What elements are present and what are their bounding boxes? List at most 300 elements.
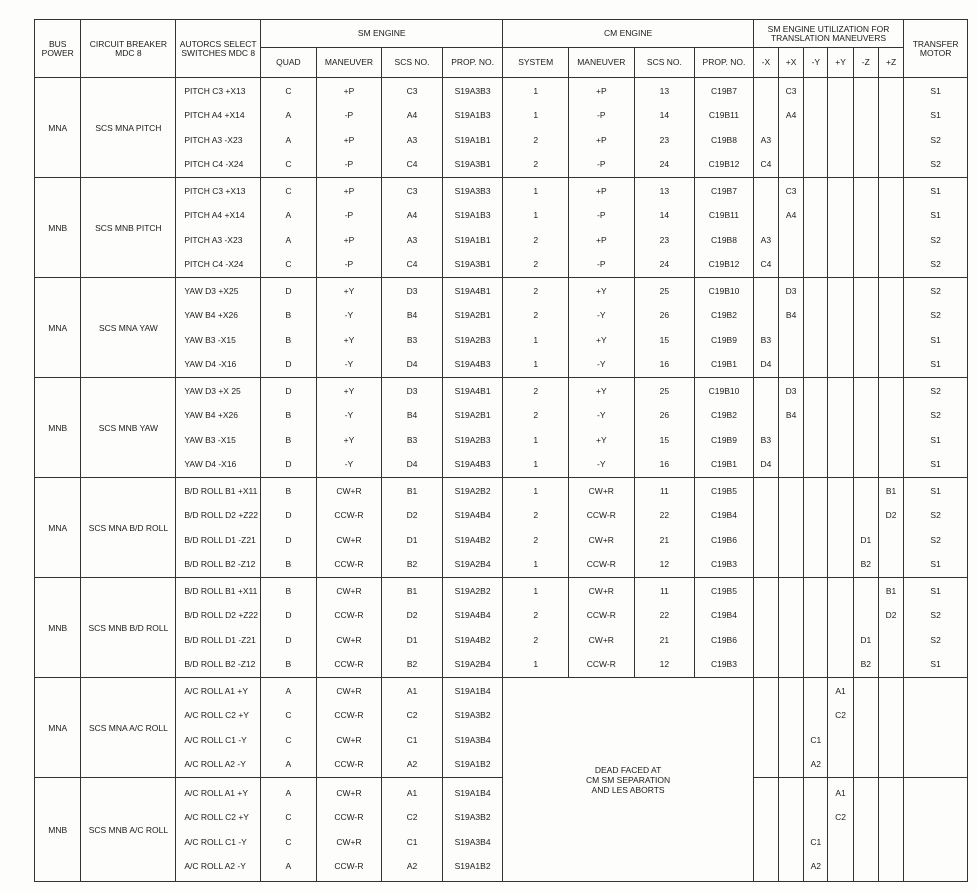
sm-scs-value: B3 xyxy=(406,334,418,345)
util-minus-x-value xyxy=(754,286,778,296)
util-plus-y-value xyxy=(828,186,852,196)
header-cm-engine: CM ENGINE xyxy=(503,20,753,48)
util-plus-y-value-cell xyxy=(828,778,853,882)
sm-quad-value: C xyxy=(285,812,292,823)
sm-prop-value: S19A2B4 xyxy=(454,659,491,670)
cm-prop-value: C19B9 xyxy=(710,334,737,345)
bus-power-cell: MNA xyxy=(35,78,81,178)
util-minus-x-value-cell xyxy=(753,178,778,278)
sm-quad-value: A xyxy=(285,787,292,798)
sm-maneuver-value: CW+R xyxy=(336,634,362,645)
header-sm-prop-no: PROP. NO. xyxy=(442,48,503,78)
util-minus-x-value xyxy=(754,812,778,822)
sm-scs-value: B1 xyxy=(406,485,418,496)
sm-prop-value: S19A2B1 xyxy=(454,310,491,321)
dead-faced-note xyxy=(503,678,753,882)
table-row xyxy=(35,678,968,778)
util-minus-x-value xyxy=(754,735,778,745)
cm-system-value: 2 xyxy=(533,534,539,545)
util-minus-x-value xyxy=(754,110,778,120)
header-util-plus-z: +Z xyxy=(878,48,903,78)
sm-scs-value-cell xyxy=(382,778,443,882)
util-plus-z-value xyxy=(879,812,903,822)
sm-quad-value: D xyxy=(285,385,292,396)
cm-scs-value: 24 xyxy=(659,159,670,170)
sm-maneuver-value-cell xyxy=(316,778,382,882)
sm-scs-value: B2 xyxy=(406,559,418,570)
sm-maneuver-value: CW+R xyxy=(336,734,362,745)
util-minus-z-value xyxy=(854,159,878,169)
cm-scs-value: 16 xyxy=(659,459,670,470)
util-plus-z-value xyxy=(879,686,903,696)
util-minus-y-value xyxy=(804,110,827,120)
util-plus-y-value-cell xyxy=(828,378,853,478)
select-switch-label-cell xyxy=(176,478,261,578)
bus-power-cell: MNB xyxy=(35,378,81,478)
cm-maneuver-value: +Y xyxy=(595,385,607,396)
sm-scs-value: C3 xyxy=(406,85,418,96)
util-plus-x-value-cell xyxy=(779,78,804,178)
util-plus-x-value xyxy=(779,459,803,469)
util-minus-x-value: C4 xyxy=(760,259,772,270)
header-cm-prop-no: PROP. NO. xyxy=(695,48,754,78)
sm-prop-value: S19A3B4 xyxy=(454,836,491,847)
sm-prop-value: S19A2B4 xyxy=(454,559,491,570)
header-cm-system: SYSTEM xyxy=(503,48,569,78)
sm-prop-value: S19A3B2 xyxy=(454,812,491,823)
cm-maneuver-value: CCW-R xyxy=(586,659,616,670)
util-plus-x-value xyxy=(779,335,803,345)
util-plus-y-value xyxy=(828,110,852,120)
util-plus-z-value-cell xyxy=(878,578,903,678)
util-minus-y-value: A2 xyxy=(810,861,822,872)
util-plus-y-value xyxy=(828,486,852,496)
cm-prop-value: C19B5 xyxy=(710,585,737,596)
sm-scs-value: A4 xyxy=(406,210,418,221)
transfer-motor-value-cell xyxy=(904,578,968,678)
bus-power-cell: MNA xyxy=(35,478,81,578)
util-plus-z-value: B1 xyxy=(885,585,897,596)
cm-system-value: 2 xyxy=(533,385,539,396)
sm-scs-value-cell xyxy=(382,478,443,578)
util-minus-z-value-cell xyxy=(853,78,878,178)
util-minus-y-value-cell xyxy=(804,578,828,678)
circuit-breaker-cell: SCS MNB YAW xyxy=(81,378,176,478)
util-minus-y-value-cell xyxy=(804,478,828,578)
util-plus-z-value xyxy=(879,635,903,645)
util-minus-z-value: D1 xyxy=(860,534,872,545)
util-plus-z-value-cell xyxy=(878,478,903,578)
cm-scs-value: 11 xyxy=(659,585,669,596)
util-plus-x-value: A4 xyxy=(785,210,797,221)
circuit-breaker-cell: SCS MNB PITCH xyxy=(81,178,176,278)
sm-scs-value-cell xyxy=(382,578,443,678)
util-minus-y-value-cell xyxy=(804,778,828,882)
sm-quad-value: C xyxy=(285,836,292,847)
cm-scs-value: 13 xyxy=(659,85,670,96)
cm-prop-value: C19B2 xyxy=(710,310,737,321)
select-switch-label: B/D ROLL D2 +Z22 xyxy=(184,510,258,521)
select-switch-label-cell xyxy=(176,378,261,478)
cm-prop-value-cell xyxy=(695,278,754,378)
util-plus-y-value-cell xyxy=(828,678,853,778)
cm-system-value: 1 xyxy=(533,85,539,96)
cm-system-value: 2 xyxy=(533,610,539,621)
util-plus-z-value: D2 xyxy=(885,610,897,621)
util-minus-z-value xyxy=(854,135,878,145)
cm-prop-value-cell xyxy=(695,578,754,678)
util-plus-y-value xyxy=(828,435,852,445)
util-plus-z-value xyxy=(879,435,903,445)
sm-maneuver-value: CCW-R xyxy=(334,812,364,823)
util-plus-z-value xyxy=(879,86,903,96)
select-switch-label: B/D ROLL B2 -Z12 xyxy=(184,559,256,570)
sm-scs-value: C3 xyxy=(406,185,418,196)
util-minus-x-value xyxy=(754,586,778,596)
util-plus-z-value xyxy=(879,735,903,745)
select-switch-label: YAW B3 -X15 xyxy=(184,334,236,345)
util-minus-y-value xyxy=(804,812,827,822)
sm-maneuver-value: +Y xyxy=(343,334,355,345)
util-minus-z-value xyxy=(854,486,878,496)
sm-maneuver-value: -P xyxy=(344,159,354,170)
util-plus-y-value xyxy=(828,386,852,396)
util-minus-z-value xyxy=(854,86,878,96)
cm-prop-value: C19B1 xyxy=(710,459,737,470)
circuit-breaker-cell: SCS MNA B/D ROLL xyxy=(81,478,176,578)
sm-scs-value-cell xyxy=(382,78,443,178)
util-minus-y-value: A2 xyxy=(810,759,822,770)
sm-quad-value: C xyxy=(285,185,292,196)
sm-scs-value: B2 xyxy=(406,659,418,670)
sm-quad-value: B xyxy=(285,659,292,670)
sm-prop-value: S19A2B3 xyxy=(454,434,491,445)
util-minus-y-value xyxy=(804,686,827,696)
util-minus-x-value xyxy=(754,186,778,196)
sm-quad-value: D xyxy=(285,534,292,545)
util-minus-y-value xyxy=(804,310,827,320)
util-minus-z-value xyxy=(854,459,878,469)
select-switch-label: PITCH C4 -X24 xyxy=(184,259,244,270)
sm-maneuver-value-cell xyxy=(316,678,382,778)
util-minus-y-value: C1 xyxy=(810,836,822,847)
util-plus-y-value xyxy=(828,735,852,745)
cm-prop-value: C19B6 xyxy=(710,534,737,545)
cm-maneuver-value: -Y xyxy=(597,310,606,321)
util-minus-x-value xyxy=(754,410,778,420)
util-minus-z-value xyxy=(854,186,878,196)
util-minus-z-value xyxy=(854,861,878,871)
cm-system-value: 1 xyxy=(533,334,539,345)
util-plus-z-value xyxy=(879,359,903,369)
cm-maneuver-value: CW+R xyxy=(588,634,614,645)
sm-scs-value: A3 xyxy=(406,134,418,145)
util-minus-x-value xyxy=(754,386,778,396)
util-minus-x-value: A3 xyxy=(760,134,772,145)
select-switch-label: A/C ROLL A2 -Y xyxy=(184,861,246,872)
transfer-motor-value: S1 xyxy=(930,359,941,370)
sm-quad-value: C xyxy=(285,734,292,745)
transfer-motor-value: S2 xyxy=(930,610,941,621)
util-minus-x-value xyxy=(754,610,778,620)
util-minus-z-value xyxy=(854,837,878,847)
util-plus-z-value xyxy=(879,110,903,120)
select-switch-label: PITCH C4 -X24 xyxy=(184,159,244,170)
sm-quad-value-cell xyxy=(261,178,317,278)
util-minus-y-value xyxy=(804,535,827,545)
util-minus-x-value-cell xyxy=(753,578,778,678)
cm-scs-value-cell xyxy=(634,578,695,678)
sm-prop-value: S19A4B2 xyxy=(454,534,491,545)
cm-scs-value: 12 xyxy=(659,559,670,570)
table-row xyxy=(35,478,968,578)
util-plus-y-value xyxy=(828,510,852,520)
util-minus-y-value xyxy=(804,259,827,269)
util-minus-z-value: B2 xyxy=(860,659,871,670)
cm-scs-value: 15 xyxy=(659,434,670,445)
cm-prop-value: C19B6 xyxy=(710,634,737,645)
sm-scs-value: B1 xyxy=(406,585,418,596)
cm-system-value-cell xyxy=(503,478,569,578)
util-minus-y-value xyxy=(804,659,827,669)
util-minus-z-value-cell xyxy=(853,778,878,882)
util-minus-z-value: B2 xyxy=(860,559,871,570)
cm-scs-value-cell xyxy=(634,478,695,578)
sm-prop-value-cell xyxy=(442,378,503,478)
util-plus-y-value xyxy=(828,559,852,569)
cm-prop-value: C19B7 xyxy=(710,185,737,196)
transfer-motor-value: S1 xyxy=(930,110,941,121)
sm-quad-value-cell xyxy=(261,378,317,478)
header-sm-quad: QUAD xyxy=(261,48,317,78)
util-plus-x-value-cell xyxy=(779,278,804,378)
util-minus-z-value xyxy=(854,210,878,220)
sm-prop-value: S19A3B3 xyxy=(454,185,491,196)
sm-maneuver-value-cell xyxy=(316,478,382,578)
util-minus-z-value-cell xyxy=(853,178,878,278)
util-plus-x-value xyxy=(779,812,803,822)
util-minus-z-value-cell xyxy=(853,678,878,778)
util-plus-y-value-cell xyxy=(828,478,853,578)
sm-quad-value: A xyxy=(285,685,292,696)
table-row xyxy=(35,278,968,378)
sm-maneuver-value-cell xyxy=(316,378,382,478)
select-switch-label: B/D ROLL B2 -Z12 xyxy=(184,659,256,670)
util-plus-z-value xyxy=(879,386,903,396)
sm-maneuver-value-cell xyxy=(316,578,382,678)
util-plus-y-value xyxy=(828,759,852,769)
util-minus-y-value xyxy=(804,335,827,345)
cm-scs-value: 26 xyxy=(659,410,670,421)
cm-maneuver-value-cell xyxy=(569,178,635,278)
util-plus-z-value-cell xyxy=(878,178,903,278)
sm-quad-value: B xyxy=(285,585,292,596)
cm-prop-value: C19B9 xyxy=(710,434,737,445)
sm-prop-value: S19A1B4 xyxy=(454,787,491,798)
util-plus-x-value: D3 xyxy=(785,285,797,296)
util-minus-x-value xyxy=(754,635,778,645)
util-plus-x-value xyxy=(779,759,803,769)
cm-maneuver-value: CW+R xyxy=(588,534,614,545)
sm-prop-value-cell xyxy=(442,778,503,882)
util-plus-z-value xyxy=(879,210,903,220)
select-switch-label: A/C ROLL A1 +Y xyxy=(184,787,249,798)
cm-prop-value: C19B12 xyxy=(708,159,740,170)
header-sm-scs-no: SCS NO. xyxy=(382,48,443,78)
sm-maneuver-value: -Y xyxy=(344,410,354,421)
util-plus-z-value xyxy=(879,459,903,469)
bus-power-cell: MNA xyxy=(35,678,81,778)
transfer-motor-value xyxy=(904,788,967,798)
cm-system-value: 2 xyxy=(533,234,539,245)
transfer-motor-value: S1 xyxy=(930,85,941,96)
sm-maneuver-value: CCW-R xyxy=(334,510,364,521)
bus-power-cell: MNB xyxy=(35,778,81,882)
util-minus-x-value xyxy=(754,861,778,871)
sm-maneuver-value: +P xyxy=(343,185,355,196)
cm-system-value-cell xyxy=(503,278,569,378)
util-plus-x-value xyxy=(779,659,803,669)
header-utilization: SM ENGINE UTILIZATION FOR TRANSLATION MANEUVERS xyxy=(753,20,903,48)
sm-quad-value: B xyxy=(285,310,292,321)
sm-scs-value-cell xyxy=(382,178,443,278)
util-plus-y-value xyxy=(828,610,852,620)
util-plus-z-value xyxy=(879,710,903,720)
sm-scs-value: C1 xyxy=(406,836,418,847)
sm-quad-value-cell xyxy=(261,78,317,178)
cm-system-value: 2 xyxy=(533,285,539,296)
util-plus-x-value xyxy=(779,635,803,645)
header-cm-scs-no: SCS NO. xyxy=(634,48,695,78)
sm-prop-value-cell xyxy=(442,478,503,578)
util-minus-z-value-cell xyxy=(853,378,878,478)
util-plus-x-value: C3 xyxy=(785,185,797,196)
select-switch-label: PITCH A3 -X23 xyxy=(184,134,243,145)
transfer-motor-value: S1 xyxy=(930,485,941,496)
cm-prop-value: C19B3 xyxy=(710,659,737,670)
util-plus-y-value xyxy=(828,861,852,871)
circuit-breaker-cell: SCS MNA YAW xyxy=(81,278,176,378)
sm-quad-value: A xyxy=(285,759,292,770)
util-plus-z-value xyxy=(879,410,903,420)
cm-prop-value: C19B5 xyxy=(710,485,737,496)
select-switch-label-cell xyxy=(176,578,261,678)
transfer-motor-value: S1 xyxy=(930,210,941,221)
sm-quad-value: B xyxy=(285,434,292,445)
cm-maneuver-value: CCW-R xyxy=(586,610,616,621)
transfer-motor-value-cell xyxy=(904,678,968,778)
transfer-motor-value: S2 xyxy=(930,159,941,170)
cm-maneuver-value: +P xyxy=(595,234,607,245)
util-minus-y-value xyxy=(804,186,827,196)
sm-quad-value-cell xyxy=(261,678,317,778)
cm-prop-value: C19B10 xyxy=(708,385,740,396)
util-plus-y-value xyxy=(828,359,852,369)
sm-maneuver-value-cell xyxy=(316,278,382,378)
cm-maneuver-value: +Y xyxy=(595,334,607,345)
sm-maneuver-value: CW+R xyxy=(336,485,362,496)
cm-maneuver-value: CW+R xyxy=(588,585,614,596)
transfer-motor-value-cell xyxy=(904,78,968,178)
select-switch-label: B/D ROLL D1 -Z21 xyxy=(184,634,256,645)
util-plus-x-value: D3 xyxy=(785,385,797,396)
util-minus-x-value xyxy=(754,559,778,569)
sm-maneuver-value: CW+R xyxy=(336,585,362,596)
select-switch-label-cell xyxy=(176,678,261,778)
transfer-motor-value: S2 xyxy=(930,410,941,421)
sm-prop-value: S19A2B2 xyxy=(454,585,491,596)
select-switch-label: B/D ROLL D1 -Z21 xyxy=(184,534,256,545)
util-plus-x-value-cell xyxy=(779,178,804,278)
util-minus-y-value xyxy=(804,710,827,720)
table-row xyxy=(35,778,968,882)
util-plus-z-value-cell xyxy=(878,378,903,478)
sm-prop-value: S19A1B2 xyxy=(454,759,491,770)
cm-maneuver-value: +P xyxy=(595,85,607,96)
cm-scs-value-cell xyxy=(634,278,695,378)
util-minus-y-value xyxy=(804,86,827,96)
util-plus-z-value-cell xyxy=(878,778,903,882)
util-plus-z-value xyxy=(879,837,903,847)
cm-prop-value: C19B12 xyxy=(708,259,740,270)
util-minus-z-value xyxy=(854,259,878,269)
sm-maneuver-value: CCW-R xyxy=(334,759,364,770)
sm-maneuver-value: +Y xyxy=(343,285,355,296)
transfer-motor-value-cell xyxy=(904,278,968,378)
sm-maneuver-value: CCW-R xyxy=(334,659,364,670)
util-plus-y-value xyxy=(828,310,852,320)
cm-system-value: 1 xyxy=(533,585,539,596)
cm-maneuver-value: CCW-R xyxy=(586,559,616,570)
util-plus-y-value xyxy=(828,335,852,345)
select-switch-label: A/C ROLL C2 +Y xyxy=(184,710,249,721)
sm-quad-value: B xyxy=(285,410,292,421)
util-plus-x-value xyxy=(779,486,803,496)
select-switch-label: YAW D4 -X16 xyxy=(184,459,237,470)
sm-scs-value: D3 xyxy=(406,385,418,396)
sm-quad-value: C xyxy=(285,85,292,96)
util-plus-x-value-cell xyxy=(779,578,804,678)
sm-prop-value: S19A4B2 xyxy=(454,634,491,645)
bus-power-cell: MNA xyxy=(35,278,81,378)
sm-scs-value-cell xyxy=(382,378,443,478)
cm-system-value: 1 xyxy=(533,485,539,496)
util-plus-x-value xyxy=(779,159,803,169)
cm-prop-value: C19B11 xyxy=(708,110,740,121)
sm-scs-value: A1 xyxy=(406,685,418,696)
cm-system-value: 1 xyxy=(533,434,539,445)
transfer-motor-value xyxy=(904,837,967,847)
sm-scs-value-cell xyxy=(382,678,443,778)
sm-scs-value: A2 xyxy=(406,759,418,770)
sm-quad-value: D xyxy=(285,510,292,521)
header-autorcs: AUTORCS SELECT SWITCHES MDC 8 xyxy=(176,20,261,78)
transfer-motor-value xyxy=(904,710,967,720)
sm-maneuver-value: CCW-R xyxy=(334,559,364,570)
util-minus-x-value-cell xyxy=(753,778,778,882)
cm-maneuver-value: +P xyxy=(595,134,607,145)
util-minus-z-value xyxy=(854,235,878,245)
cm-scs-value: 23 xyxy=(659,234,670,245)
util-plus-z-value xyxy=(879,335,903,345)
util-minus-x-value xyxy=(754,310,778,320)
util-minus-z-value xyxy=(854,735,878,745)
select-switch-label: YAW D3 +X25 xyxy=(184,285,239,296)
util-plus-y-value xyxy=(828,659,852,669)
sm-quad-value: D xyxy=(285,459,292,470)
transfer-motor-value: S2 xyxy=(930,234,941,245)
sm-prop-value: S19A1B1 xyxy=(454,234,491,245)
